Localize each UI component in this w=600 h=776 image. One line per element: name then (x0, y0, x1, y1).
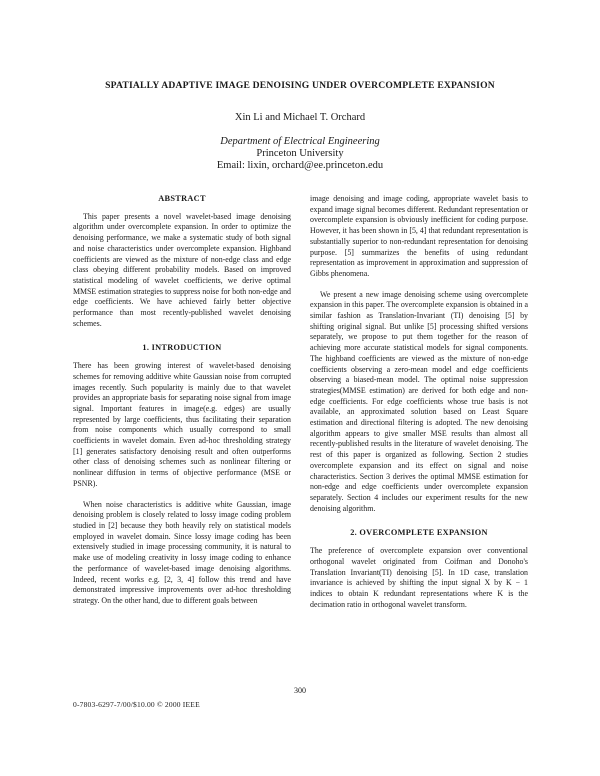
section-1-heading: 1. INTRODUCTION (142, 343, 222, 353)
affiliation-department: Department of Electrical Engineering (220, 136, 380, 147)
affiliation-university: Princeton University (256, 148, 344, 159)
section-2-text: The preference of overcomplete expansion over conventional orthogonal wavelet originated from Coifman and Donoho's Translation Invariant(TI) denoising [5]. In 1D case, translation invariance is achieved by shifting the input signal X by K − 1 indices to obtain K redundant representations where K is the decimation ratio in orthogonal wavelet transform. (310, 546, 528, 609)
abstract-heading: ABSTRACT (158, 194, 206, 203)
page-number: 300 (294, 686, 306, 695)
intro-paragraph-3: image denoising and image coding, appropriate wavelet basis to expand image signal becomes different. Redundant representation or overcomplete expansion is obviously inefficient for coding purpose. However, it has been shown in [5, 4] that redundant representation is substantially superior to non-redundant representation for denoising purpose. [5] summarizes the benefits of using redundant representation as improvement in approximation and suppression of Gibbs phenomena. (310, 194, 528, 278)
copyright-notice: 0-7803-6297-7/00/$10.00 © 2000 IEEE (73, 700, 200, 709)
section-2-heading: 2. OVERCOMPLETE EXPANSION (350, 528, 488, 538)
paper-title: SPATIALLY ADAPTIVE IMAGE DENOISING UNDER OVERCOMPLETE EXPANSION (105, 80, 495, 91)
author-affiliation (100, 136, 500, 172)
affiliation-email: Email: lixin, orchard@ee.princeton.edu (216, 160, 384, 171)
paper-authors: Xin Li and Michael T. Orchard (234, 112, 366, 123)
left-column (73, 194, 291, 607)
abstract-text: This paper presents a novel wavelet-based image denoising algorithm under overcomplete expansion. In order to optimize the denoising performance, we make a systematic study of both signal and noise characteristics under overcomplete expansion. Highband coefficients are viewed as the mixture of non-edge class and edge class obeying different probability models. Based on improved statistical modeling of wavelet coefficients, we derive optimal MMSE estimation strategies to suppress noise for both non-edge and edge coefficients. We have achieved fairly better objective performance than most recently-published wavelet denoising schemes. (73, 211, 291, 328)
right-column (310, 194, 528, 610)
intro-paragraph-4: We present a new image denoising scheme using overcomplete expansion in this paper. The overcomplete expansion is obtained in a similar fashion as Translation-Invariant (TI) denoising [5] by shifting original signal. But unlike [5] processing shifted versions separately, we propose to put them together for the reason of achieving more accurate statistical models for signal components. The highband coefficients are viewed as the mixture of non-edge coefficients observing a zero-mean model and edge coefficients observing a biased-mean model. The optimal noise suppression strategies(MMSE estimation) are derived for both edge and non-edge coefficients. For edge coefficients whose true basis is not available, an approximated solution based on Least Square estimation and directional filtering is adopted. The new denoising algorithm appears to give smaller MSE results than almost all recently-published results in the literature of wavelet denoising. The rest of this paper is organized as following. Section 2 studies overcomplete expansion and its effect on signal and noise characteristics. Section 3 derives the optimal MMSE estimation for non-edge and edge coefficients under overcomplete expansion separately. Section 4 includes our experiment results for the new denoising algorithm. (310, 289, 528, 513)
intro-paragraph-1: There has been growing interest of wavelet-based denoising schemes for removing additive white Gaussian noise from corrupted images recently. Such popularity is mainly due to that wavelet provides an appropriate basis for separating noise signal from image signal. Important features in image(e.g. edges) are usually represented by large coefficients, thus facilitating their separation from noise components which usually correspond to small coefficients in wavelet domain. Even ad-hoc thresholding strategy [1] generates satisfactory denoising result and often outperforms other class of denoising schemes such as nonlinear filtering or nonlinear diffusion in terms of objective performance (MSE or PSNR). (73, 361, 291, 488)
intro-paragraph-2: When noise characteristics is additive white Gaussian, image denoising problem is closely related to lossy image coding problem studied in [2] because they both heavily rely on statistical models employed in wavelet domain. Since lossy image coding has been extensively studied in image processing community, it is natural to make use of modeling creativity in lossy image coding to enhance the performance of wavelet-based image denoising algorithms. Indeed, recent works e.g. [2, 3, 4] follow this trend and have demonstrated impressive improvements over ad-hoc thresholding strategy. On the other hand, due to different goals between (73, 499, 291, 605)
